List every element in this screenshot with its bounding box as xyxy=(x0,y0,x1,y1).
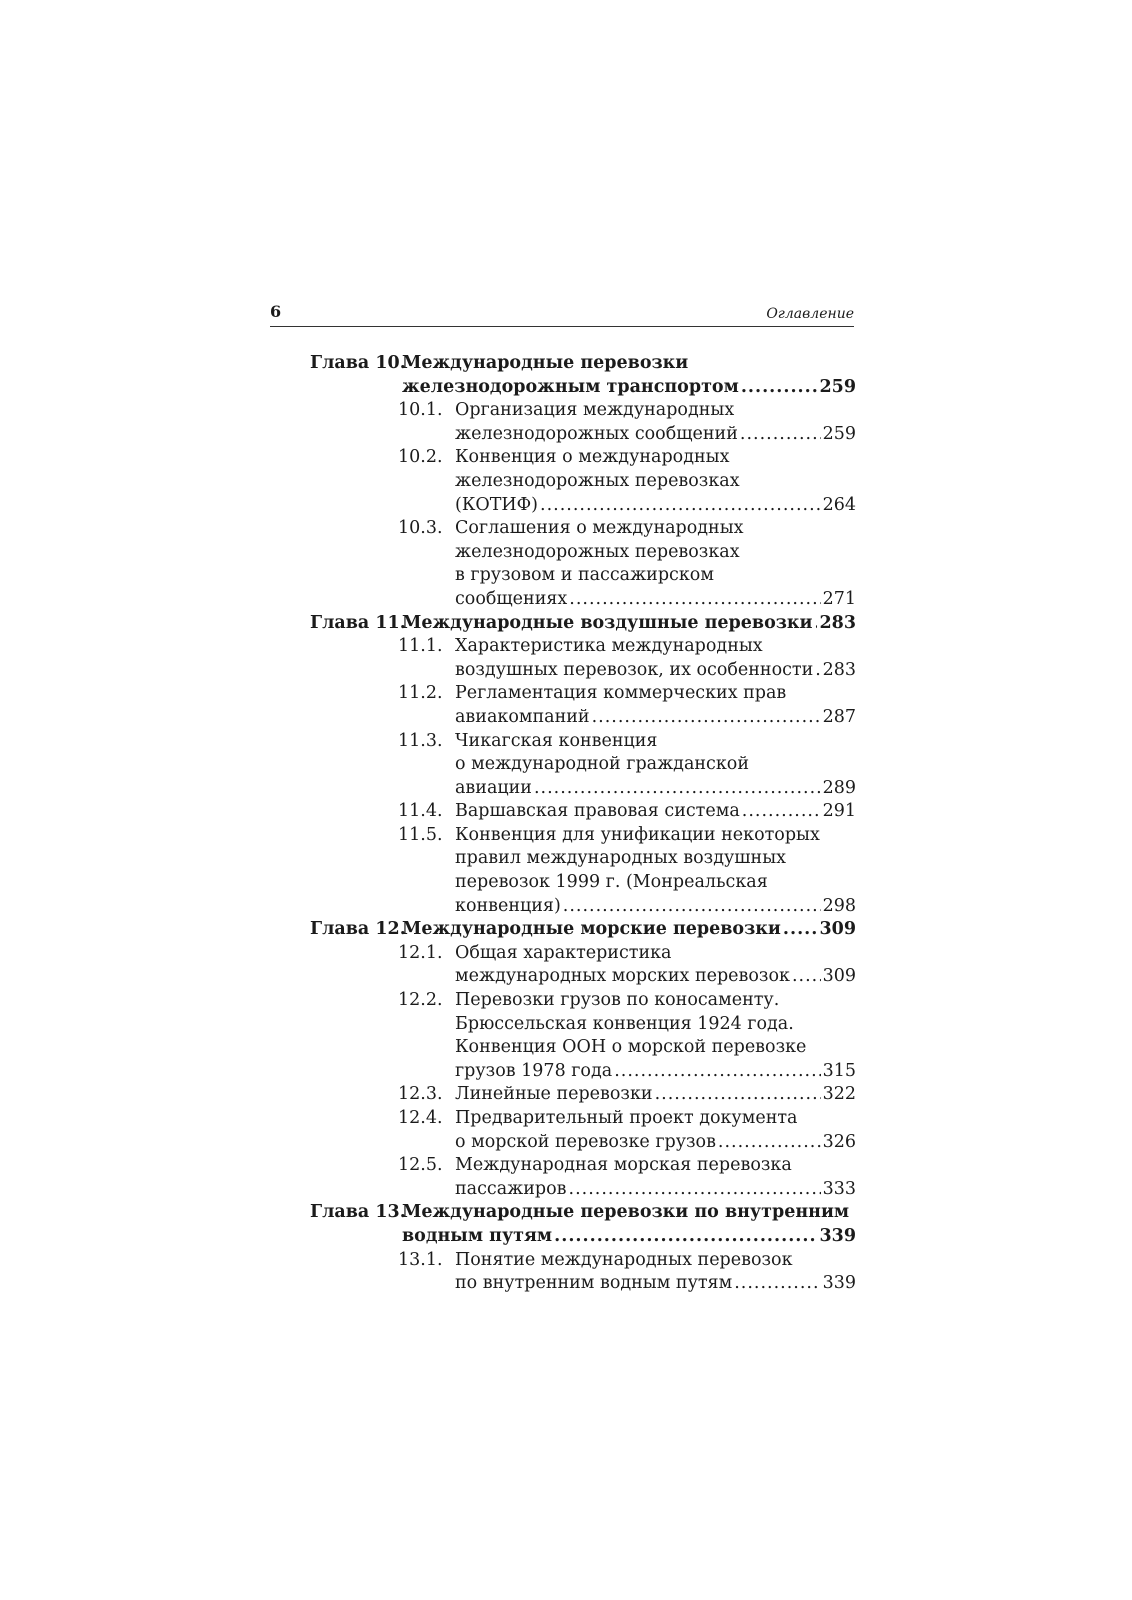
entry-title-line: Международные перевозки по внутренним xyxy=(402,1202,850,1223)
section-number: 12.1. xyxy=(398,942,443,963)
toc-section-entry[interactable] xyxy=(310,399,856,446)
dot-leader xyxy=(554,1225,817,1249)
chapter-number: Глава 13. xyxy=(310,1202,406,1223)
section-number: 11.5. xyxy=(398,824,443,845)
entry-title-line: авиакомпаний xyxy=(455,706,590,727)
page-ref: 259 xyxy=(822,423,856,444)
section-number: 12.2. xyxy=(398,990,443,1011)
toc-section-entry[interactable] xyxy=(310,824,856,918)
entry-title-line: сообщениях xyxy=(455,588,568,609)
entry-title-line: Перевозки грузов по коносаменту. xyxy=(455,990,780,1011)
entry-title-line: (КОТИФ) xyxy=(455,494,539,515)
entry-title-line: Линейные перевозки xyxy=(455,1084,653,1105)
entry-title-line: воздушных перевозок, их особенности xyxy=(455,659,814,680)
entry-title-line: железнодорожных перевозках xyxy=(455,470,740,491)
entry-title-line: водным путям xyxy=(402,1225,553,1246)
page-ref: 283 xyxy=(819,612,856,633)
entry-title-line: Конвенция о международных xyxy=(455,447,730,468)
page-ref: 259 xyxy=(819,376,856,397)
entry-title-line: Соглашения о международных xyxy=(455,518,744,539)
section-number: 13.1. xyxy=(398,1249,443,1270)
page-ref: 339 xyxy=(819,1225,856,1246)
toc-section-entry[interactable] xyxy=(310,1249,856,1296)
dot-leader xyxy=(569,588,820,612)
section-number: 12.5. xyxy=(398,1155,443,1176)
dot-leader xyxy=(741,376,818,400)
entry-title-line: Варшавская правовая система xyxy=(455,801,740,822)
entry-title-line: железнодорожных перевозках xyxy=(455,541,740,562)
toc-section-entry[interactable] xyxy=(310,989,856,1083)
dot-leader xyxy=(592,706,821,730)
dot-leader xyxy=(783,918,818,942)
entry-title-line: Общая характеристика xyxy=(455,942,672,963)
page-ref: 315 xyxy=(822,1060,856,1081)
chapter-number: Глава 12. xyxy=(310,919,406,940)
entry-title-line: Регламентация коммерческих прав xyxy=(455,683,787,704)
toc-chapter-entry[interactable] xyxy=(310,612,856,636)
page-ref: 271 xyxy=(822,588,856,609)
page-ref: 309 xyxy=(819,919,856,940)
toc-section-entry[interactable] xyxy=(310,942,856,989)
page-ref: 326 xyxy=(822,1131,856,1152)
entry-title-line: Характеристика международных xyxy=(455,636,763,657)
entry-title-line: грузов 1978 года xyxy=(455,1060,613,1081)
dot-leader xyxy=(815,612,818,636)
running-head: Оглавление xyxy=(758,306,854,322)
section-number: 12.3. xyxy=(398,1084,443,1105)
page-ref: 264 xyxy=(822,494,856,515)
section-number: 10.3. xyxy=(398,518,443,539)
toc-chapter-entry[interactable] xyxy=(310,918,856,942)
page-ref: 309 xyxy=(822,966,856,987)
page-number: 6 xyxy=(270,302,282,321)
entry-title-line: в грузовом и пассажирском xyxy=(455,565,714,586)
toc-section-entry[interactable] xyxy=(310,682,856,729)
page-ref: 289 xyxy=(822,777,856,798)
chapter-number: Глава 11. xyxy=(310,612,406,633)
dot-leader xyxy=(740,423,821,447)
dot-leader xyxy=(655,1083,821,1107)
entry-title-line: Брюссельская конвенция 1924 года. xyxy=(455,1013,794,1034)
entry-title-line: Международные перевозки xyxy=(402,353,689,373)
entry-title-line: железнодорожным транспортом xyxy=(402,376,739,397)
section-number: 11.1. xyxy=(398,636,443,657)
entry-title-line: Предварительный проект документа xyxy=(455,1108,798,1128)
toc-section-entry[interactable] xyxy=(310,800,856,824)
dot-leader xyxy=(540,494,821,518)
page-ref: 322 xyxy=(822,1084,856,1105)
dot-leader xyxy=(534,777,821,801)
chapter-number: Глава 10. xyxy=(310,353,406,373)
toc-section-entry[interactable] xyxy=(310,1083,856,1107)
toc-section-entry[interactable] xyxy=(310,517,856,611)
section-number: 10.2. xyxy=(398,447,443,468)
toc-chapter-entry[interactable] xyxy=(310,1201,856,1248)
entry-title-line: Понятие международных перевозок xyxy=(455,1249,793,1270)
table-of-contents xyxy=(310,352,856,1296)
page-ref: 291 xyxy=(822,801,856,822)
entry-title-line: Конвенция ООН о морской перевозке xyxy=(455,1037,807,1058)
entry-title-line: по внутренним водным путям xyxy=(455,1273,733,1294)
page-ref: 283 xyxy=(822,659,856,680)
dot-leader xyxy=(742,800,821,824)
entry-title-line: пассажиров xyxy=(455,1178,567,1199)
entry-title-line: Международные морские перевозки xyxy=(402,919,781,940)
dot-leader xyxy=(718,1131,821,1155)
entry-title-line: международных морских перевозок xyxy=(455,966,790,987)
section-number: 12.4. xyxy=(398,1108,443,1128)
section-number: 10.1. xyxy=(398,400,443,421)
entry-title-line: железнодорожных сообщений xyxy=(455,423,738,444)
toc-section-entry[interactable] xyxy=(310,1107,856,1154)
entry-title-line: правил международных воздушных xyxy=(455,848,787,869)
entry-title-line: Чикагская конвенция xyxy=(455,730,658,751)
entry-title-line: Международные воздушные перевозки xyxy=(402,612,813,633)
page-ref: 298 xyxy=(822,895,856,916)
entry-title-line: конвенция) xyxy=(455,895,561,916)
entry-title-line: о морской перевозке грузов xyxy=(455,1131,716,1152)
toc-section-entry[interactable] xyxy=(310,635,856,682)
dot-leader xyxy=(563,895,821,919)
entry-title-line: авиации xyxy=(455,777,532,798)
section-number: 11.4. xyxy=(398,801,443,822)
entry-title-line: Международная морская перевозка xyxy=(455,1155,792,1176)
dot-leader xyxy=(614,1060,820,1084)
toc-chapter-entry[interactable] xyxy=(310,352,856,399)
entry-title-line: перевозок 1999 г. (Монреальская xyxy=(455,872,768,893)
toc-section-entry[interactable] xyxy=(310,446,856,517)
dot-leader xyxy=(792,965,821,989)
dot-leader xyxy=(815,659,820,683)
dot-leader xyxy=(734,1272,820,1296)
page-ref: 333 xyxy=(822,1178,856,1199)
section-number: 11.3. xyxy=(398,730,443,751)
toc-section-entry[interactable] xyxy=(310,730,856,801)
page-header xyxy=(270,302,854,327)
entry-title-line: Организация международных xyxy=(455,400,735,421)
page-ref: 339 xyxy=(822,1273,856,1294)
entry-title-line: Конвенция для унификации некоторых xyxy=(455,824,820,845)
dot-leader xyxy=(569,1178,821,1202)
page-ref: 287 xyxy=(822,706,856,727)
section-number: 11.2. xyxy=(398,683,443,704)
toc-section-entry[interactable] xyxy=(310,1154,856,1201)
entry-title-line: о международной гражданской xyxy=(455,754,749,775)
